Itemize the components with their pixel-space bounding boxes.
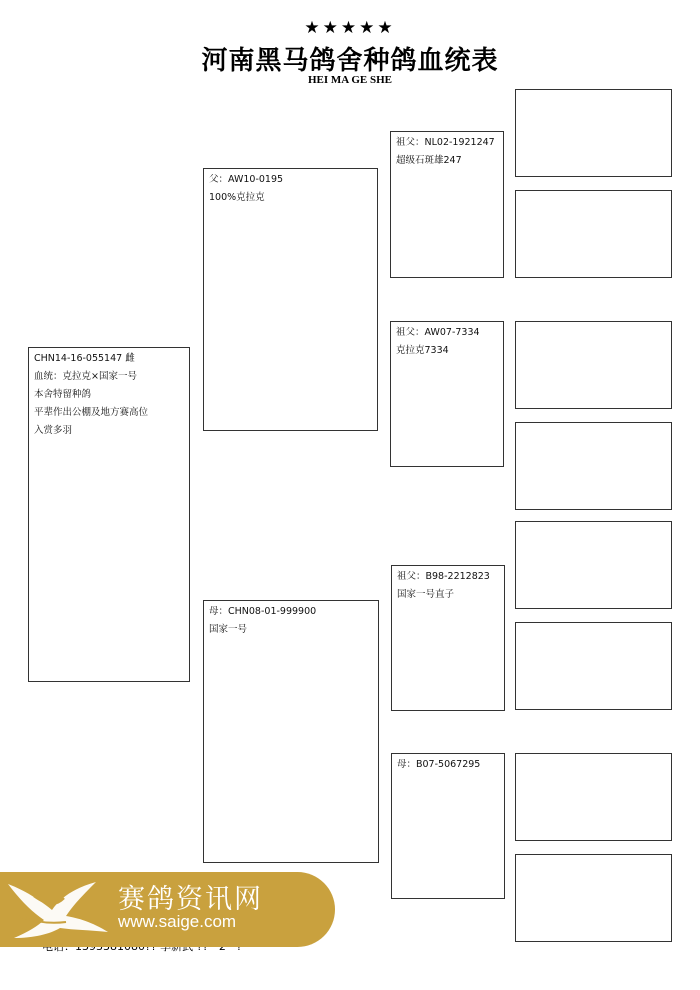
grandparent-line: 祖父：B98-2212823 [397, 571, 490, 582]
dam-line: 母：CHN08-01-999900 [209, 606, 317, 617]
grandparent-box-3 [391, 565, 505, 711]
bird-line: 本舍特留种鸽 [34, 389, 92, 400]
grandparent-line: 母：B07-5067295 [397, 759, 481, 770]
great-grandparent-box-7 [515, 753, 672, 841]
page-title: 河南黑马鸽舍种鸽血统表 [201, 46, 499, 76]
dam-line: 国家一号 [209, 624, 248, 635]
great-grandparent-box-4 [515, 422, 672, 510]
grandparent-line: 克拉克7334 [396, 345, 449, 356]
sire-line: 100%克拉克 [209, 192, 265, 203]
dam-box [203, 600, 379, 863]
grandparent-box-1 [390, 131, 504, 278]
watermark-site-name: 赛鸽资讯网 [118, 884, 263, 915]
sire-box [203, 168, 378, 431]
great-grandparent-box-1 [515, 89, 672, 177]
bird-box [28, 347, 190, 682]
great-grandparent-box-2 [515, 190, 672, 278]
page-subtitle: HEI MA GE SHE [307, 74, 393, 86]
great-grandparent-box-5 [515, 521, 672, 609]
bird-line: 血统：克拉克×国家一号 [34, 371, 137, 382]
grandparent-line: 超级石斑雄247 [396, 155, 462, 166]
great-grandparent-box-6 [515, 622, 672, 710]
great-grandparent-box-3 [515, 321, 672, 409]
pigeon-logo-icon [4, 876, 114, 944]
bird-line: CHN14-16-055147 雌 [34, 353, 135, 364]
grandparent-line: 祖父：NL02-1921247 [396, 137, 495, 148]
sire-line: 父：AW10-0195 [209, 174, 284, 185]
grandparent-box-2 [390, 321, 504, 467]
rating-stars: ★★★★★ [304, 18, 396, 38]
watermark-url: www.saige.com [118, 912, 237, 931]
great-grandparent-box-8 [515, 854, 672, 942]
bird-line: 入赏多羽 [34, 425, 73, 436]
grandparent-line: 国家一号直子 [397, 589, 455, 600]
grandparent-box-4 [391, 753, 505, 899]
bird-line: 平辈作出公棚及地方赛高位 [34, 407, 149, 418]
grandparent-line: 祖父：AW07-7334 [396, 327, 480, 338]
